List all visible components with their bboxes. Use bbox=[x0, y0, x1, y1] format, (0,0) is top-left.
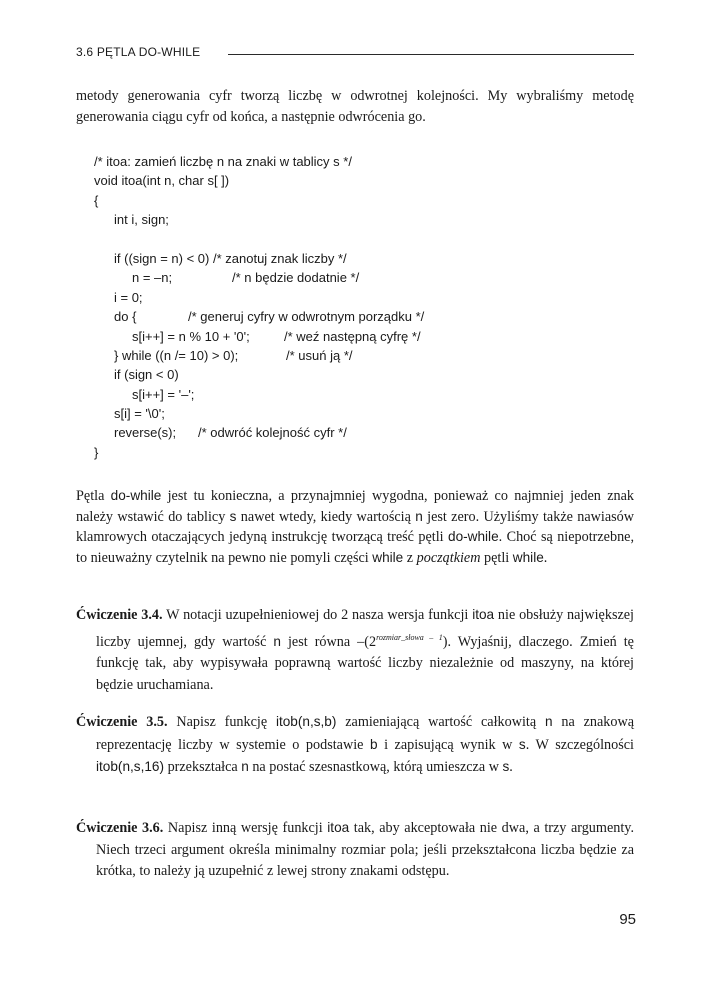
code-text: reverse(s); bbox=[114, 425, 177, 441]
text-run: przekształca bbox=[164, 759, 242, 775]
text-run: . Choć są niepotrzebne, to nieuważny czytelnik na pewno nie pomyli części bbox=[76, 529, 635, 566]
exercise-body bbox=[76, 604, 634, 696]
code-text: void itoa(int n, char s[ ]) bbox=[94, 173, 230, 189]
text-run: z bbox=[403, 549, 417, 566]
text-run: . bbox=[509, 759, 513, 775]
code-text: s[i++] = n % 10 + '0'; bbox=[132, 328, 250, 344]
keyword: b bbox=[369, 736, 378, 752]
code-text: s[i] = '\0'; bbox=[114, 406, 165, 422]
exercise-body bbox=[76, 711, 634, 779]
code-text: n = –n; bbox=[132, 270, 173, 286]
text-run: Napisz inną wersję funkcji bbox=[163, 820, 328, 836]
section-title: 3.6 PĘTLA DO-WHILE bbox=[76, 45, 201, 59]
code-text: } bbox=[94, 444, 99, 460]
code-text: s[i++] = '–'; bbox=[132, 386, 195, 402]
code-text: i = 0; bbox=[114, 289, 143, 305]
page-number: 95 bbox=[619, 911, 636, 928]
code-text: /* itoa: zamień liczbę n na znaki w tablicy s */ bbox=[94, 154, 352, 169]
keyword: do-while bbox=[110, 488, 162, 503]
code-comment: /* weź następną cyfrę */ bbox=[284, 328, 421, 344]
keyword: itob(n,s,b) bbox=[275, 714, 337, 729]
code-text: { bbox=[94, 192, 99, 208]
text-run: . bbox=[543, 549, 548, 566]
text-run: nie obsłuży największej liczby ujemnej, gdy wartość bbox=[96, 607, 635, 650]
running-head bbox=[76, 45, 634, 61]
text-run: na znakową reprezentację liczby w systemie o podstawie bbox=[96, 714, 634, 753]
exercise-title: Ćwiczenie 3.4. bbox=[76, 607, 163, 623]
exercise-3-5 bbox=[76, 711, 634, 779]
text-run: W notacji uzupełnieniowej do 2 nasza wersja funkcji bbox=[162, 607, 473, 623]
intro-paragraph: metody generowania cyfr tworzą liczbę w odwrotnej kolejności. My wybraliśmy metodę generowania ciągu cyfr od końca, a następnie odwrócenia go. bbox=[76, 88, 634, 125]
code-comment: /* usuń ją */ bbox=[286, 347, 353, 363]
keyword: while bbox=[372, 549, 404, 565]
code-text: int i, sign; bbox=[114, 212, 169, 228]
keyword: do-while bbox=[448, 529, 499, 544]
code-comment: /* n będzie dodatnie */ bbox=[232, 270, 360, 286]
text-run: zamieniającą wartość całkowitą bbox=[336, 714, 545, 730]
text-run: jest tu konieczna, a przynajmniej wygodna, ponieważ co najmniej jeden znak należy wstawić do tablicy bbox=[76, 488, 634, 525]
keyword: n bbox=[273, 633, 281, 649]
keyword: n bbox=[241, 759, 249, 774]
text-run: i zapisującą wynik w bbox=[377, 736, 519, 753]
text-run: pętli bbox=[480, 549, 513, 566]
text-run: Napisz funkcję bbox=[167, 714, 276, 730]
exercise-body bbox=[76, 817, 634, 883]
code-comment: /* odwróć kolejność cyfr */ bbox=[198, 425, 347, 441]
superscript: rozmiar_słowa – 1 bbox=[376, 632, 443, 642]
exercise-3-4 bbox=[76, 604, 634, 696]
keyword: itob(n,s,16) bbox=[96, 759, 165, 774]
code-text: do { bbox=[114, 309, 137, 325]
text-run: nawet wtedy, kiedy wartością bbox=[236, 508, 416, 525]
exercise-title: Ćwiczenie 3.5. bbox=[76, 714, 168, 730]
keyword: s bbox=[502, 759, 510, 774]
text-run: ). Wyjaśnij, dlaczego. Zmień tę funkcję tak, aby wypisywała poprawną wartość liczby niezależnie od maszyny, na której będzie uruchamiana. bbox=[96, 633, 634, 693]
do-while-paragraph bbox=[76, 486, 634, 568]
emphasis: początkiem bbox=[416, 549, 481, 566]
keyword: n bbox=[544, 714, 553, 729]
code-text: } while ((n /= 10) > 0); bbox=[114, 347, 239, 363]
keyword: s bbox=[518, 736, 526, 752]
exercise-3-6 bbox=[76, 817, 634, 883]
exercise-title: Ćwiczenie 3.6. bbox=[76, 820, 164, 836]
keyword: while bbox=[512, 549, 544, 565]
text-run: jest zero. Użyliśmy także nawiasów klamrowych otaczających jedyną instrukcję tworzącą treść pętli bbox=[76, 508, 634, 545]
header-rule bbox=[228, 54, 634, 55]
text-run: na postać szesnastkową, którą umieszcza w bbox=[248, 759, 503, 775]
text-run: Pętla bbox=[76, 488, 111, 504]
keyword: n bbox=[415, 508, 423, 524]
code-text: if (sign < 0) bbox=[114, 367, 179, 383]
text-run: . W szczególności bbox=[525, 736, 634, 753]
keyword: s bbox=[229, 508, 237, 524]
code-comment: /* generuj cyfry w odwrotnym porządku */ bbox=[188, 309, 425, 325]
text-run: jest równa –(2 bbox=[280, 633, 377, 650]
keyword: itoa bbox=[327, 820, 350, 835]
text-run: tak, aby akceptowała nie dwa, a trzy argumenty. Niech trzeci argument określa minimalny rozmiar pola; jeśli przekształcona liczba będzie za krótka, to należy ją uzupełnić z lewej strony znakami odstępu. bbox=[96, 820, 634, 879]
keyword: itoa bbox=[472, 607, 495, 622]
code-text: if ((sign = n) < 0) /* zanotuj znak liczby */ bbox=[114, 250, 347, 266]
